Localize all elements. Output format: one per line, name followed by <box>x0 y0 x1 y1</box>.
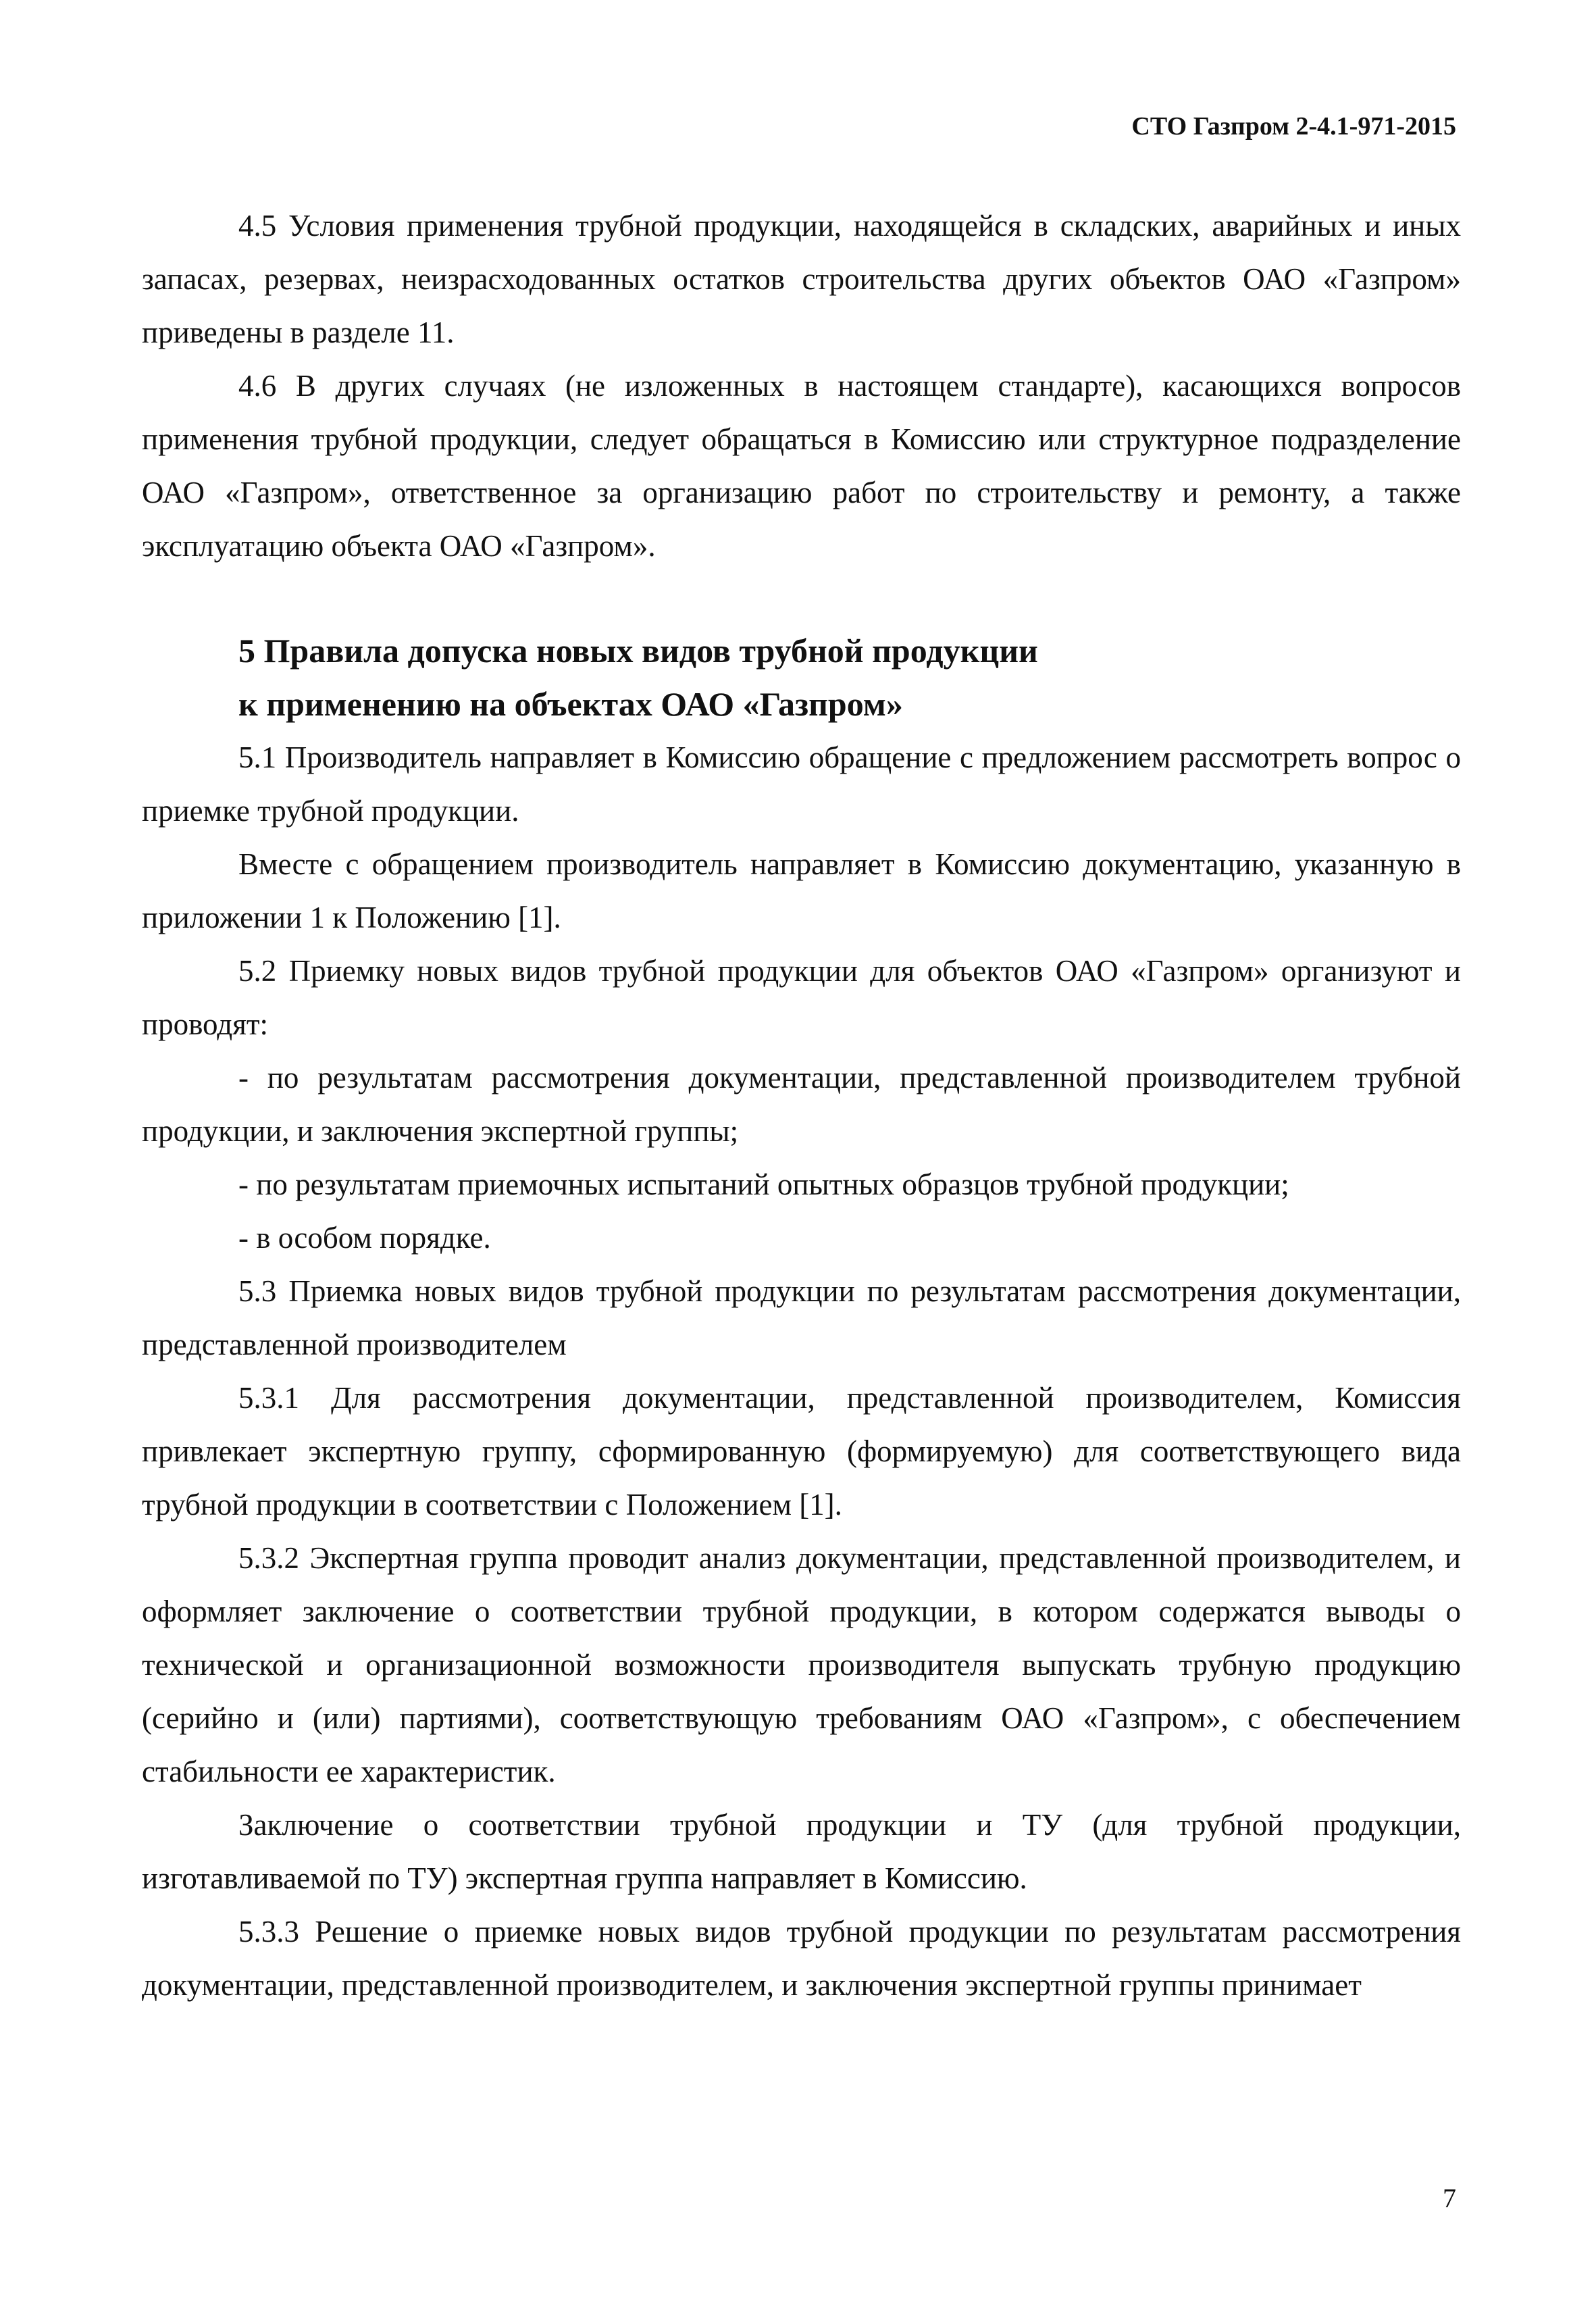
paragraph-5-1: 5.1 Производитель направляет в Комиссию обращение с предложением рассмотреть вопрос о приемке трубной продукции. <box>142 740 1461 828</box>
paragraph-5-3-3: 5.3.3 Решение о приемке новых видов трубной продукции по результатам рассмотрения документации, представленной производителем, и заключения экспертной группы принимает <box>142 1915 1461 2002</box>
paragraph-4-6: 4.6 В других случаях (не изложенных в настоящем стандарте), касающихся вопросов применения трубной продукции, следует обращаться в Комиссию или структурное подразделение ОАО «Газпром», ответственное за организацию работ по строительству и ремонту, а также эксплуатацию объекта ОАО «Газпром». <box>142 369 1461 563</box>
paragraph-5-1-cont: Вместе с обращением производитель направляет в Комиссию документацию, указанную в приложении 1 к Положению [1]. <box>142 847 1461 934</box>
paragraph-5-2: 5.2 Приемку новых видов трубной продукции для объектов ОАО «Газпром» организуют и проводят: <box>142 954 1461 1041</box>
section-heading-line-2: к применению на объектах ОАО «Газпром» <box>238 685 903 723</box>
paragraph-5-3-1: 5.3.1 Для рассмотрения документации, представленной производителем, Комиссия привлекает экспертную группу, сформированную (формируемую) для соответствующего вида трубной продукции в соответствии с Положением [1]. <box>142 1381 1461 1521</box>
paragraph-5-3: 5.3 Приемка новых видов трубной продукции по результатам рассмотрения документации, представленной производителем <box>142 1274 1461 1361</box>
document-body <box>142 199 1461 2012</box>
section-heading-line-1: 5 Правила допуска новых видов трубной продукции <box>238 632 1038 670</box>
document-code-header: СТО Газпром 2-4.1-971-2015 <box>1131 112 1456 141</box>
paragraph-5-3-2-cont: Заключение о соответствии трубной продукции и ТУ (для трубной продукции, изготавливаемой по ТУ) экспертная группа направляет в Комиссию. <box>142 1808 1461 1895</box>
page-number: 7 <box>1443 2183 1456 2213</box>
list-item-documentation: - по результатам рассмотрения документации, представленной производителем трубной продукции, и заключения экспертной группы; <box>142 1061 1461 1148</box>
paragraph-5-3-2: 5.3.2 Экспертная группа проводит анализ документации, представленной производителем, и оформляет заключение о соответствии трубной продукции, в котором содержатся выводы о технической и организационной возможности производителя выпускать трубную продукцию (серийно и (или) партиями), соответствующую требованиям ОАО «Газпром», с обеспечением стабильности ее характеристик. <box>142 1541 1461 1788</box>
section-5-heading <box>142 624 1461 731</box>
list-item-tests: - по результатам приемочных испытаний опытных образцов трубной продукции; <box>238 1167 1289 1201</box>
paragraph-4-5: 4.5 Условия применения трубной продукции, находящейся в складских, аварийных и иных запасах, резервах, неизрасходованных остатков строительства других объектов ОАО «Газпром» приведены в разделе 11. <box>142 209 1461 349</box>
list-item-special: - в особом порядке. <box>238 1221 491 1255</box>
